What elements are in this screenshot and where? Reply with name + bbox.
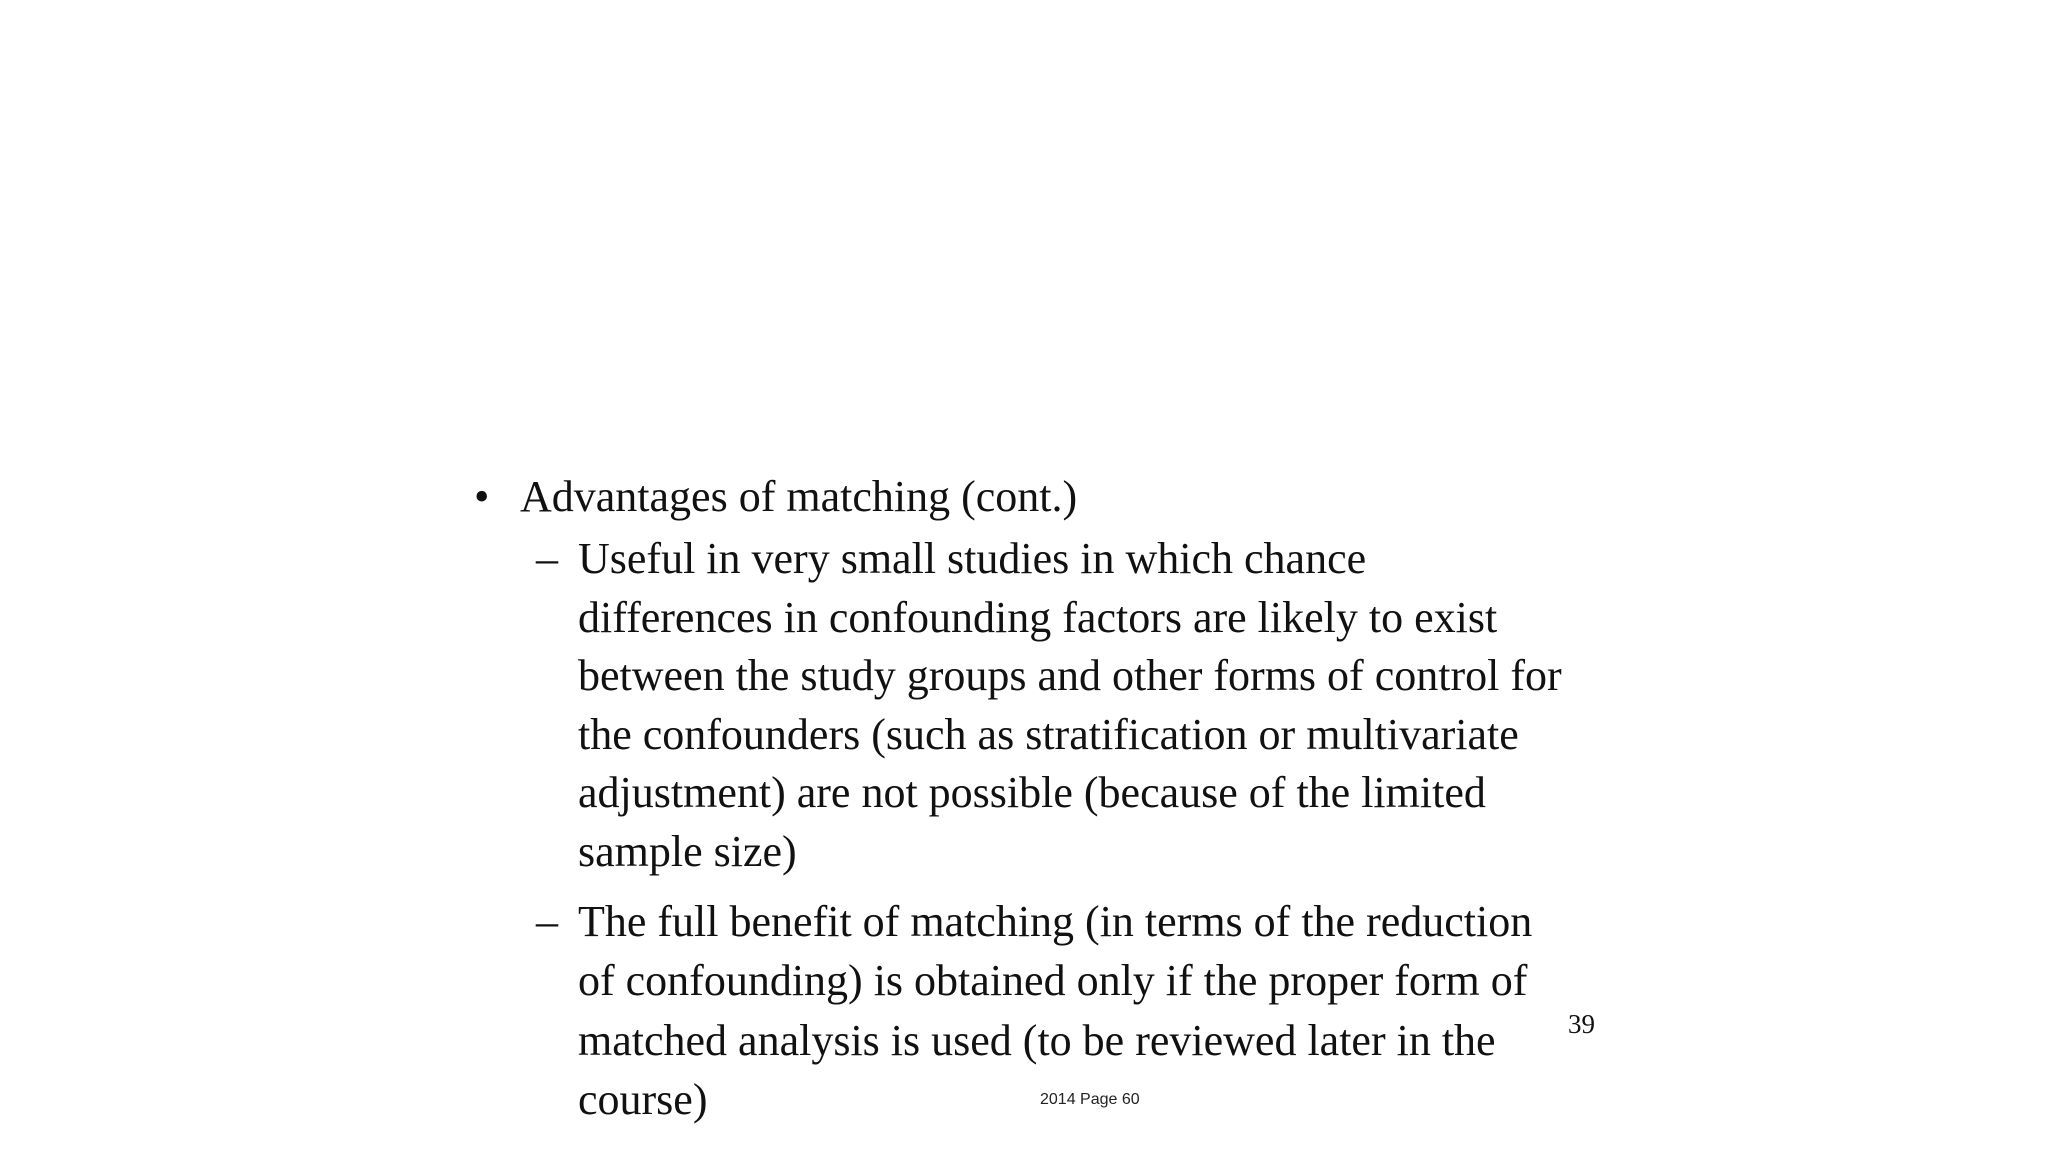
text-line: of confounding) is obtained only if the proper form of xyxy=(578,955,1528,1005)
main-bullet xyxy=(474,468,1077,526)
text-line: matched analysis is used (to be reviewed later in the xyxy=(578,1016,1496,1066)
text-line: sample size) xyxy=(578,826,797,876)
text-line: adjustment) are not possible (because of the limited xyxy=(578,768,1486,818)
dash-marker: – xyxy=(536,534,558,583)
main-bullet-text: Advantages of matching (cont.) xyxy=(520,472,1078,521)
text-line: differences in confounding factors are likely to exist xyxy=(578,592,1498,642)
bullet-marker: • xyxy=(474,472,490,521)
page-label: 2014 Page 60 xyxy=(1040,1091,1140,1108)
text-line: between the study groups and other forms of control for xyxy=(578,651,1562,701)
text-line: The full benefit of matching (in terms of the reduction xyxy=(578,897,1533,946)
sub-bullet-small-studies xyxy=(536,530,1616,882)
slide-number: 39 xyxy=(1568,1009,1595,1039)
dash-marker: – xyxy=(536,897,558,946)
text-line: course) xyxy=(578,1074,708,1124)
text-line: the confounders (such as stratification or multivariate xyxy=(578,709,1519,759)
text-line: Useful in very small studies in which chance xyxy=(578,534,1367,583)
sub-bullet-text xyxy=(578,530,1616,882)
